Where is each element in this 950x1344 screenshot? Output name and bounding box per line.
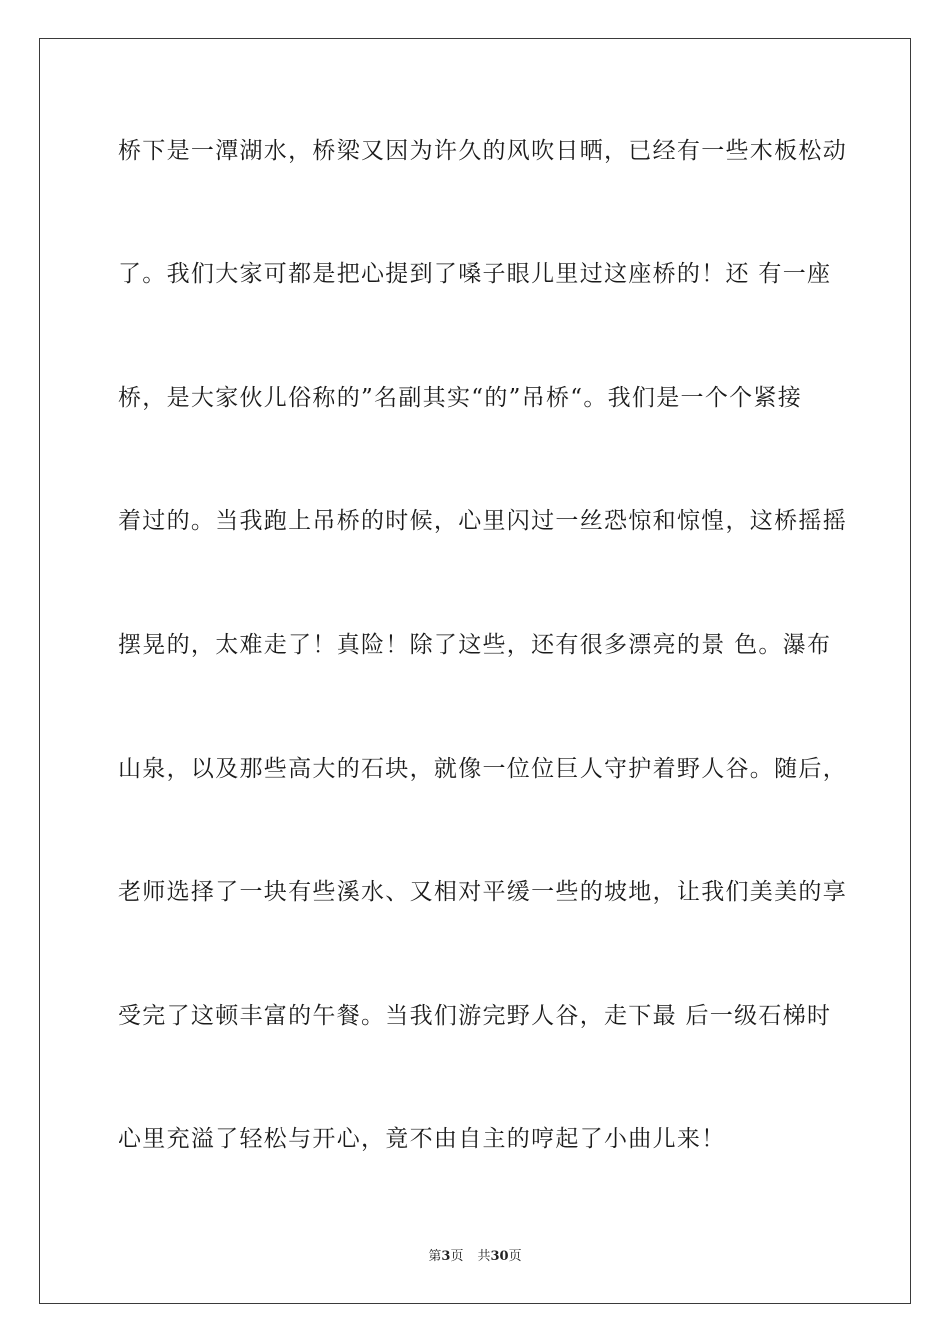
page-number: 3: [441, 1249, 451, 1264]
page-footer: [0, 1249, 950, 1265]
body-text-line-6: 山泉，以及那些高大的石块，就像一位位巨人守护着野人谷。随后，: [118, 756, 847, 782]
total-prefix: 共: [477, 1249, 491, 1264]
body-text-line-7: 老师选择了一块有些溪水、又相对平缓一些的坡地，让我们美美的享: [118, 879, 847, 905]
page-prefix: 第: [428, 1249, 442, 1264]
body-text-line-2: 了。我们大家可都是把心提到了嗓子眼儿里过这座桥的！还 有一座: [118, 261, 832, 287]
body-text-line-9: 心里充溢了轻松与开心，竟不由自主的哼起了小曲儿来！: [118, 1126, 726, 1152]
body-text-line-4: 着过的。当我跑上吊桥的时候，心里闪过一丝恐惊和惊惶，这桥摇摇: [118, 508, 847, 534]
body-text-line-5: 摆晃的，太难走了！真险！除了这些，还有很多漂亮的景 色。瀑布: [118, 632, 832, 658]
body-text-line-1: 桥下是一潭湖水，桥梁又因为许久的风吹日晒，已经有一些木板松动: [118, 138, 847, 164]
page-suffix: 页: [450, 1249, 464, 1264]
page-border: [39, 38, 911, 1304]
total-suffix: 页: [508, 1249, 522, 1264]
total-pages: 30: [490, 1249, 509, 1264]
body-text-line-3: 桥，是大家伙儿俗称的”名副其实“的”吊桥“。我们是一个个紧接: [118, 385, 803, 411]
body-text-line-8: 受完了这顿丰富的午餐。当我们游完野人谷，走下最 后一级石梯时: [118, 1003, 832, 1029]
